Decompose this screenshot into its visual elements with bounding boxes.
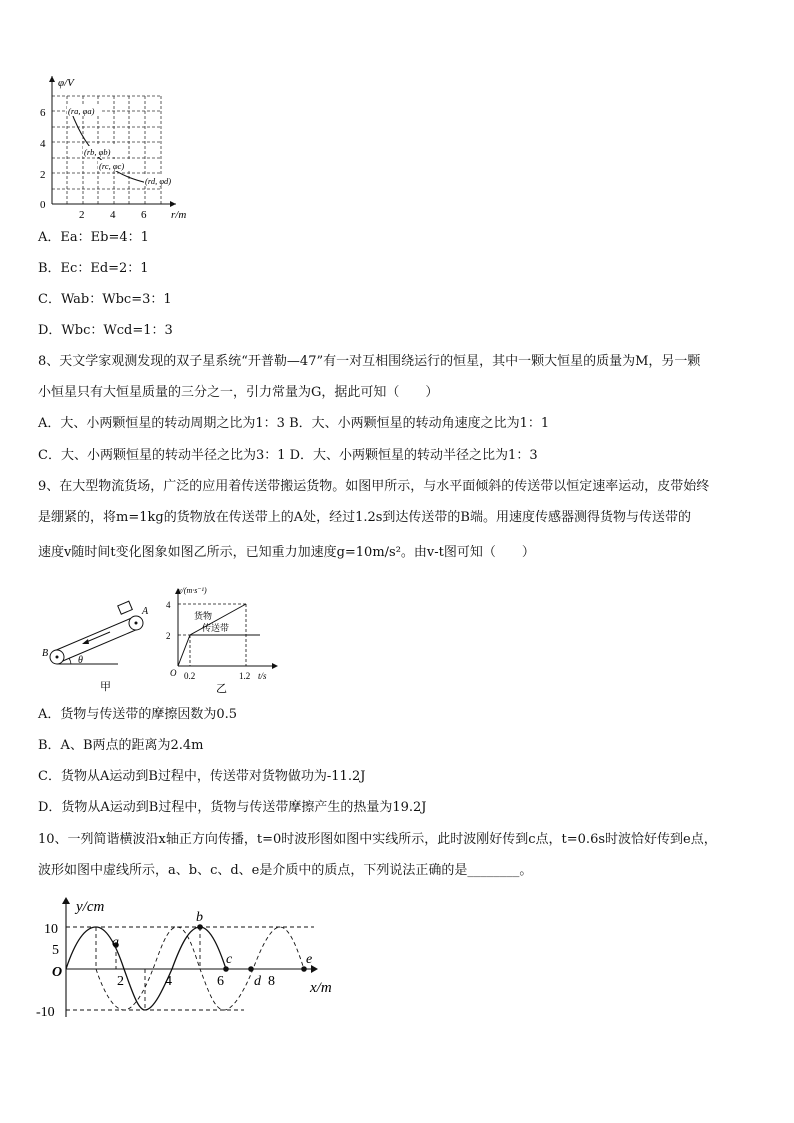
y-tick: 4 <box>166 600 171 610</box>
q9-stem-line1: 9、在大型物流货场，广泛的应用着传送带搬运货物。如图甲所示，与水平面倾斜的传送带以恒定速率运动，皮带始终 <box>38 479 710 494</box>
x-axis-label: x/m <box>310 980 332 996</box>
cargo-series-label: 货物 <box>194 611 213 621</box>
q9-option-c: C．货物从A运动到B过程中，传送带对货物做功为-11.2J <box>38 769 366 784</box>
q8-stem-line1: 8、天文学家观测发现的双子星系统“开普勒—47”有一对互相围绕运行的恒星，其中一颗大恒星的质量为M，另一颗 <box>38 354 701 369</box>
y-axis-label: v/(m·s⁻¹) <box>178 586 207 595</box>
point-d-label: d <box>254 974 261 989</box>
fig-yi-caption: 乙 <box>216 683 227 694</box>
point-label-c: (rc, φc) <box>99 161 125 171</box>
q9-option-a: A．货物与传送带的摩擦因数为0.5 <box>38 707 238 722</box>
belt-series-label: 传送带 <box>202 623 230 633</box>
y-tick: 2 <box>40 169 46 181</box>
point-label-a: (ra, φa) <box>68 106 95 116</box>
angle-theta-label: θ <box>78 655 83 666</box>
point-e <box>301 966 307 972</box>
point-a-label: A <box>142 606 149 617</box>
x-tick: 6 <box>217 974 224 989</box>
origin-label: O <box>170 668 177 678</box>
q8-options-ab: A．大、小两颗恒星的转动周期之比为1：3 B．大、小两颗恒星的转动角速度之比为1：1 <box>38 416 550 431</box>
q10-stem-line1: 10、一列简谐横波沿x轴正方向传播，t=0时波形图如图中实线所示，此时波刚好传到c点，t=0.6s时波恰好传到e点， <box>38 832 717 847</box>
x-tick: 8 <box>268 974 275 989</box>
x-tick: 4 <box>165 974 172 989</box>
y-axis-label: y/cm <box>76 899 105 915</box>
point-c-label: c <box>226 952 233 967</box>
point-b-label: B <box>42 648 49 659</box>
y-tick: -10 <box>36 1005 55 1020</box>
x-axis-label: r/m <box>171 209 187 221</box>
q10-stem-line2: 波形如图中虚线所示，a、b、c、d、e是介质中的质点，下列说法正确的是________。 <box>38 863 533 878</box>
conveyor-figure <box>38 598 158 694</box>
y-tick: 6 <box>40 107 46 119</box>
point-b <box>197 924 203 930</box>
point-a-label: a <box>112 935 119 950</box>
y-tick: 5 <box>52 943 59 958</box>
point-label-d: (rd, φd) <box>145 176 172 186</box>
x-tick: 1.2 <box>239 671 251 681</box>
y-tick: 2 <box>166 631 171 641</box>
phi-r-graph-svg <box>36 72 206 222</box>
point-label-b: (rb, φb) <box>84 147 111 157</box>
y-tick: 0 <box>40 199 46 211</box>
conveyor-svg <box>38 598 158 694</box>
vt-graph-svg <box>164 584 284 694</box>
point-c <box>223 966 229 972</box>
q7-option-b: B．Ec：Ed=2：1 <box>38 261 149 276</box>
phi-r-graph <box>36 72 206 222</box>
origin-label: O <box>52 965 63 980</box>
q7-option-d: D．Wbc：Wcd=1：3 <box>38 323 173 338</box>
y-tick: 10 <box>44 922 58 937</box>
wave-figure <box>34 893 364 1028</box>
y-axis-label: φ/V <box>58 77 74 89</box>
y-tick: 4 <box>40 138 46 150</box>
point-b-label: b <box>196 910 203 925</box>
point-e-label: e <box>306 952 313 967</box>
x-tick: 0.2 <box>184 671 196 681</box>
x-axis-label: t/s <box>258 671 267 681</box>
q8-options-cd: C．大、小两颗恒星的转动半径之比为3：1 D．大、小两颗恒星的转动半径之比为1：3 <box>38 448 538 463</box>
q7-option-c: C．Wab：Wbc=3：1 <box>38 292 172 307</box>
q9-stem-line2: 是绷紧的，将m=1kg的货物放在传送带上的A处，经过1.2s到达传送带的B端。用速度传感器测得货物与传送带的 <box>38 510 691 525</box>
fig-jia-caption: 甲 <box>100 681 111 693</box>
cargo-box <box>118 601 133 614</box>
x-tick: 2 <box>79 209 85 221</box>
direction-arrow <box>82 639 89 644</box>
q9-option-b: B．A、B两点的距离为2.4m <box>38 738 204 753</box>
vt-graph <box>164 584 284 694</box>
x-tick: 2 <box>117 974 124 989</box>
wave-svg <box>34 893 364 1028</box>
q9-option-d: D．货物从A运动到B过程中，货物与传送带摩擦产生的热量为19.2J <box>38 800 427 815</box>
x-tick: 6 <box>141 209 147 221</box>
q7-option-a: A．Ea：Eb=4：1 <box>38 230 149 245</box>
x-tick: 4 <box>110 209 116 221</box>
q8-stem-line2: 小恒星只有大恒星质量的三分之一，引力常量为G，据此可知（ ） <box>38 385 439 400</box>
q9-stem-line3: 速度v随时间t变化图象如图乙所示，已知重力加速度g=10m/s²。由v-t图可知（ ） <box>38 545 535 560</box>
point-d <box>248 966 254 972</box>
